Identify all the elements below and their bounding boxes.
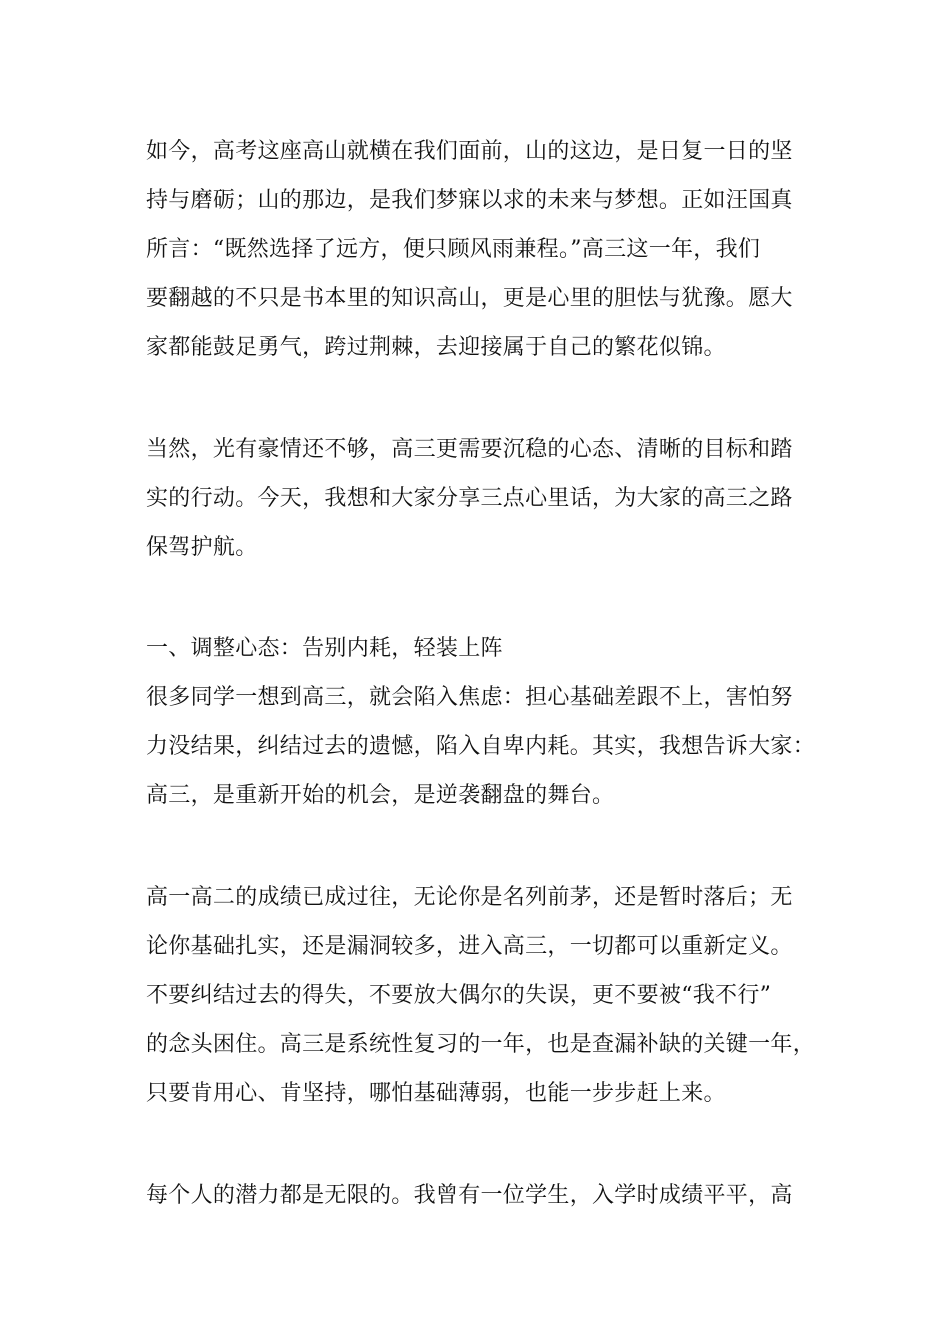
text-line: 每个人的潜力都是无限的。我曾有一位学生，入学时成绩平平，高 [146,1183,793,1208]
text-line: 力没结果，纠结过去的遗憾，陷入自卑内耗。其实，我想告诉大家： [146,734,816,759]
text-line: 的念头困住。高三是系统性复习的一年，也是查漏补缺的关键一年， [146,1032,816,1057]
text-line: 如今，高考这座高山就横在我们面前，山的这边，是日复一日的坚 [146,139,793,164]
text-line: 所言：“既然选择了远方，便只顾风雨兼程。”高三这一年，我们 [146,237,761,262]
text-line: 只要肯用心、肯坚持，哪怕基础薄弱，也能一步步赶上来。 [146,1081,726,1106]
text-line: 保驾护航。 [146,535,258,560]
text-line: 不要纠结过去的得失，不要放大偶尔的失误，更不要被“我不行” [146,983,772,1008]
text-line: 家都能鼓足勇气，跨过荆棘，去迎接属于自己的繁花似锦。 [146,335,726,360]
text-line: 高三，是重新开始的机会，是逆袭翻盘的舞台。 [146,783,615,808]
text-line: 论你基础扎实，还是漏洞较多，进入高三，一切都可以重新定义。 [146,934,793,959]
text-line: 很多同学一想到高三，就会陷入焦虑：担心基础差跟不上，害怕努 [146,685,793,710]
text-line: 当然，光有豪情还不够，高三更需要沉稳的心态、清晰的目标和踏 [146,437,793,462]
text-line: 高一高二的成绩已成过往，无论你是名列前茅，还是暂时落后；无 [146,885,793,910]
section-heading: 一、调整心态：告别内耗，轻装上阵 [146,636,503,661]
text-line: 持与磨砺；山的那边，是我们梦寐以求的未来与梦想。正如汪国真 [146,188,793,213]
text-line: 要翻越的不只是书本里的知识高山，更是心里的胆怯与犹豫。愿大 [146,286,793,311]
text-line: 实的行动。今天，我想和大家分享三点心里话，为大家的高三之路 [146,486,793,511]
